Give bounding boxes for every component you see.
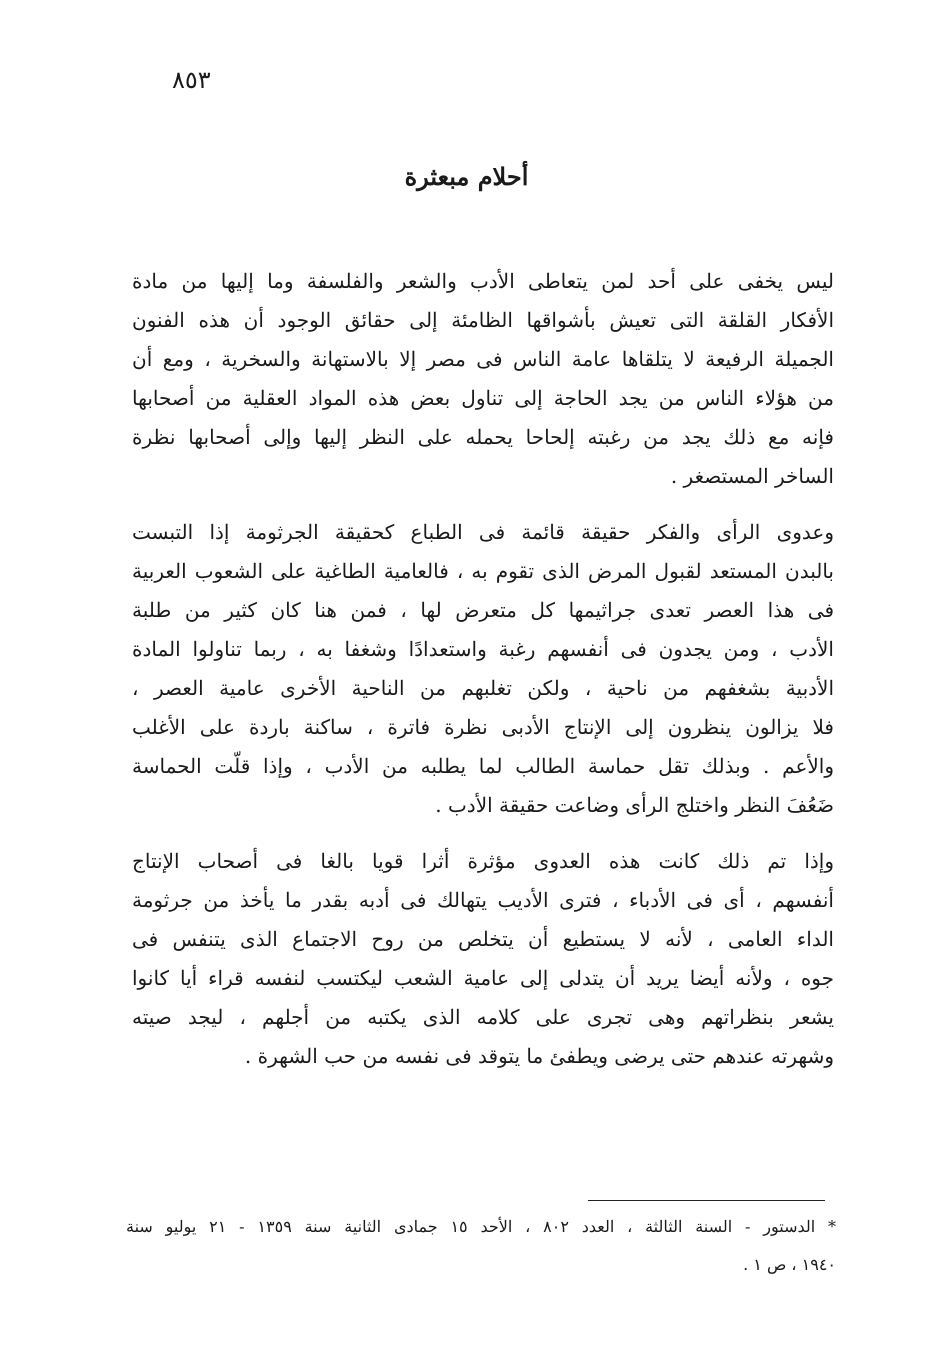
- footnote-line: * الدستور - السنة الثالثة ، العدد ٨٠٢ ، الأحد ١٥ جمادى الثانية سنة ١٣٥٩ - ٢١ يوليو سنة: [126, 1217, 836, 1236]
- text-line: الساخر المستصغر .: [670, 464, 834, 488]
- text-line: ليس يخفى على أحد لمن يتعاطى الأدب والشعر والفلسفة وما إليها من مادة: [132, 269, 834, 293]
- text-line: فى هذا العصر تعدى جراثيمها كل متعرض لها ، فمن هنا كان كثير من طلبة: [132, 598, 834, 622]
- text-line: الأدب ، ومن يجدون فى أنفسهم رغبة واستعدادًا وشغفا به ، ربما تناولوا المادة: [132, 637, 834, 661]
- text-line: وإذا تم ذلك كانت هذه العدوى مؤثرة أثرا قويا بالغا فى أصحاب الإنتاج: [132, 849, 834, 873]
- article-body: [132, 262, 834, 1076]
- page-number: ٨٥٣: [172, 66, 211, 94]
- text-line: والأعم . وبذلك تقل حماسة الطالب لما يطلبه من الأدب ، وإذا قلّت الحماسة: [132, 754, 834, 778]
- text-line: فإنه مع ذلك يجد من رغبته إلحاحا يحمله على النظر إليها وإلى أصحابها نظرة: [132, 425, 834, 449]
- article-title: أحلام مبعثرة: [404, 162, 529, 191]
- text-line: وشهرته عندهم حتى يرضى ويطفئ ما يتوقد فى نفسه من حب الشهرة .: [244, 1044, 834, 1068]
- text-line: فلا يزالون ينظرون إلى الإنتاج الأدبى نظرة فاترة ، ساكنة باردة على الأغلب: [132, 715, 834, 739]
- text-line: الداء العامى ، لأنه لا يستطيع أن يتخلص من روح الاجتماع الذى يتنفس فى: [132, 927, 834, 951]
- text-line: جوه ، ولأنه أيضا يريد أن يتدلى إلى عامية الشعب ليكتسب لنفسه قراء أيا كانوا: [132, 966, 834, 990]
- text-line: ضَعُفَ النظر واختلج الرأى وضاعت حقيقة الأدب .: [435, 793, 834, 817]
- text-line: أنفسهم ، أى فى الأدباء ، فترى الأديب يتهالك فى أدبه بقدر ما يأخذ من جرثومة: [132, 888, 834, 912]
- paragraph-1: [132, 262, 834, 496]
- paragraph-gap: [132, 825, 834, 842]
- paragraph-2: [132, 513, 834, 825]
- text-line: وعدوى الرأى والفكر حقيقة قائمة فى الطباع كحقيقة الجرثومة إذا التبست: [132, 520, 834, 544]
- text-line: يشعر بنظراتهم وهى تجرى على كلامه الذى يكتبه من أجلهم ، ليجد صيته: [132, 1005, 834, 1029]
- text-line: بالبدن المستعد لقبول المرض الذى تقوم به ، فالعامية الطاغية على الشعوب العربية: [132, 559, 834, 583]
- paragraph-3: [132, 842, 834, 1076]
- text-line: الأفكار القلقة التى تعيش بأشواقها الظامئة إلى حقائق الوجود أن هذه الفنون: [132, 308, 834, 332]
- text-line: الجميلة الرفيعة لا يتلقاها عامة الناس فى مصر إلا بالاستهانة والسخرية ، ومع أن: [132, 347, 834, 371]
- footnote: [126, 1208, 836, 1284]
- paragraph-gap: [132, 496, 834, 513]
- footnote-divider: [588, 1200, 825, 1201]
- text-line: من هؤلاء الناس من يجد الحاجة إلى تناول بعض هذه المواد العقلية من أصحابها: [132, 386, 834, 410]
- footnote-line: ١٩٤٠ ، ص ١ .: [743, 1255, 836, 1274]
- text-line: الأدبية بشغفهم من ناحية ، ولكن تغلبهم من الناحية الأخرى عامية العصر ،: [132, 676, 834, 700]
